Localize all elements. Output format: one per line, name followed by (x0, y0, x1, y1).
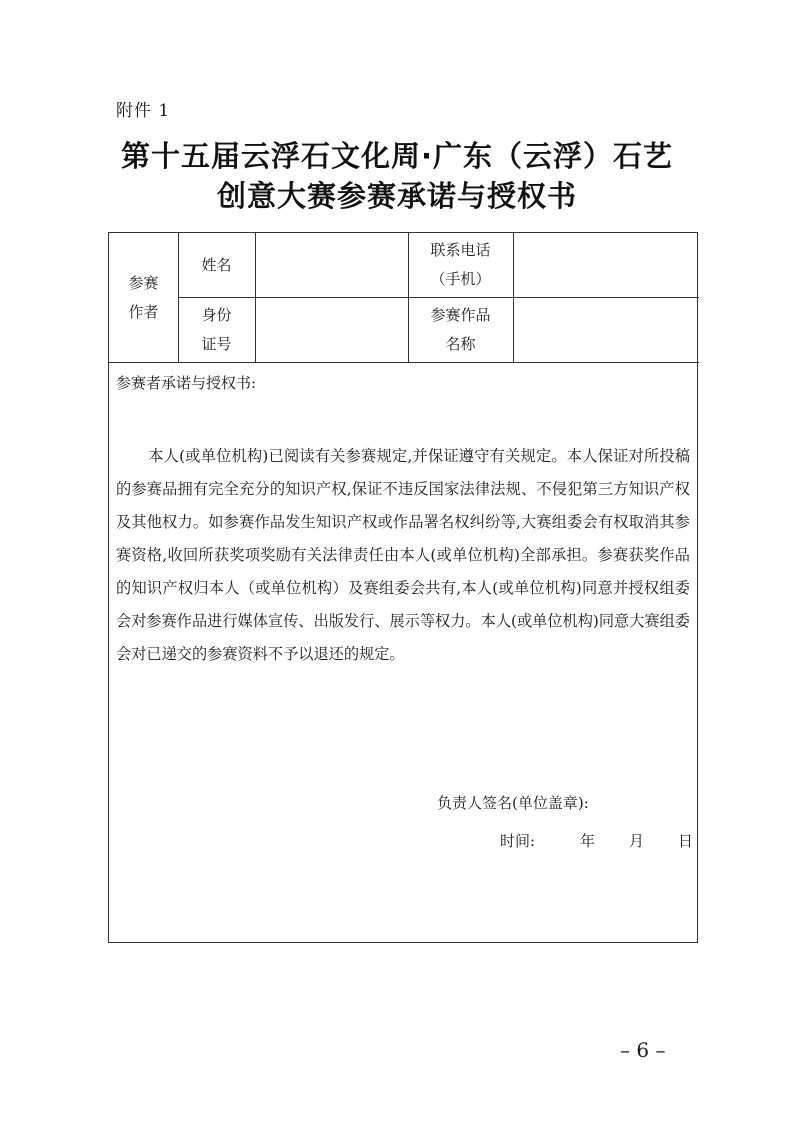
statement-heading: 参赛者承诺与授权书: (116, 374, 257, 392)
id-label-line2: 证号 (201, 335, 232, 353)
id-label (178, 301, 255, 359)
month-label: 月 (629, 832, 645, 850)
statement-body-text: 本人(或单位机构)已阅读有关参赛规定,并保证遵守有关规定。本人保证对所投稿的参赛品拥有完全充分的知识产权,保证不违反国家法律法规、不侵犯第三方知识产权及其他权力。如参赛作品发生知识产权或作品署名权纠纷等,大赛组委会有权取消其参赛资格,收回所获奖项奖励有关法律责任由本人(或单位机构)全部承担。参赛获奖作品的知识产权归本人（或单位机构）及赛组委会共有,本人(或单位机构)同意并授权组委会对参赛作品进行媒体宣传、出版发行、展示等权力。本人(或单位机构)同意大赛组委会对已递交的参赛资料不予以退还的规定。 (116, 447, 690, 663)
day-label: 日 (678, 832, 694, 850)
phone-label-line1: 联系电话 (430, 241, 491, 259)
signature-label: 负责人签名(单位盖章): (437, 794, 589, 812)
work-label-line1: 参赛作品 (430, 306, 491, 324)
name-label: 姓名 (201, 256, 232, 274)
author-label (109, 269, 178, 327)
row-divider (178, 297, 699, 298)
id-label-line1: 身份 (201, 306, 232, 324)
col-divider-4 (513, 233, 514, 362)
table-bottom-line (109, 362, 699, 363)
col-divider-2 (255, 233, 256, 362)
work-label-line2: 名称 (445, 335, 476, 353)
attachment-label: 附件 1 (116, 101, 171, 121)
work-title-label (408, 301, 513, 359)
author-label-line1: 参赛 (128, 274, 159, 292)
title-line-1: 第十五届云浮石文化周·广东（云浮）石艺 (120, 139, 674, 173)
title-line-2: 创意大赛参赛承诺与授权书 (216, 179, 577, 213)
date-label: 时间: (500, 832, 536, 850)
phone-label (408, 236, 513, 294)
author-label-line2: 作者 (128, 303, 159, 321)
statement-body (116, 440, 690, 671)
page-number: – 6 – (620, 1038, 666, 1062)
phone-label-line2: （手机） (430, 270, 491, 288)
year-label: 年 (580, 832, 596, 850)
